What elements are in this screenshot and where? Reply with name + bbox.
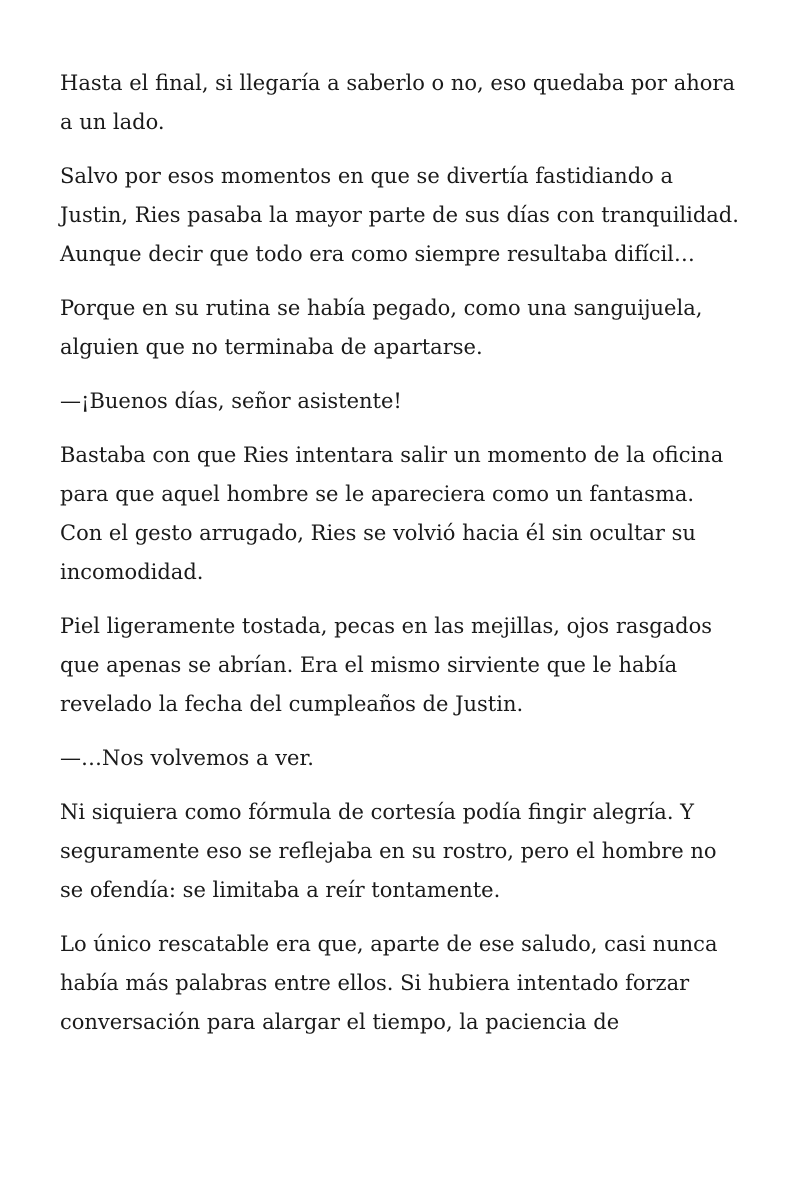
dialogue-line: —¡Buenos días, señor asistente! <box>60 389 402 413</box>
paragraph: Porque en su rutina se había pegado, como una sanguijuela, alguien que no terminaba de apartarse. <box>60 296 703 359</box>
paragraph: Hasta el final, si llegaría a saberlo o no, eso quedaba por ahora a un lado. <box>60 71 735 134</box>
paragraph: Ni siquiera como fórmula de cortesía podía fingir alegría. Y seguramente eso se reflejaba en su rostro, pero el hombre no se ofendía: se limitaba a reír tontamente. <box>60 800 717 902</box>
paragraph: Salvo por esos momentos en que se divertía fastidiando a Justin, Ries pasaba la mayor parte de sus días con tranquilidad. Aunque decir que todo era como siempre resultaba difícil… <box>60 164 739 266</box>
paragraph: Lo único rescatable era que, aparte de ese saludo, casi nunca había más palabras entre ellos. Si hubiera intentado forzar conversación para alargar el tiempo, la paciencia de <box>60 932 718 1034</box>
paragraph: Bastaba con que Ries intentara salir un momento de la oficina para que aquel hombre se le apareciera como un fantasma. Con el gesto arrugado, Ries se volvió hacia él sin ocultar su incomodidad. <box>60 443 724 584</box>
document-page <box>60 64 740 1057</box>
paragraph: Piel ligeramente tostada, pecas en las mejillas, ojos rasgados que apenas se abrían. Era el mismo sirviente que le había revelado la fecha del cumpleaños de Justin. <box>60 614 713 716</box>
dialogue-line: —…Nos volvemos a ver. <box>60 746 314 770</box>
